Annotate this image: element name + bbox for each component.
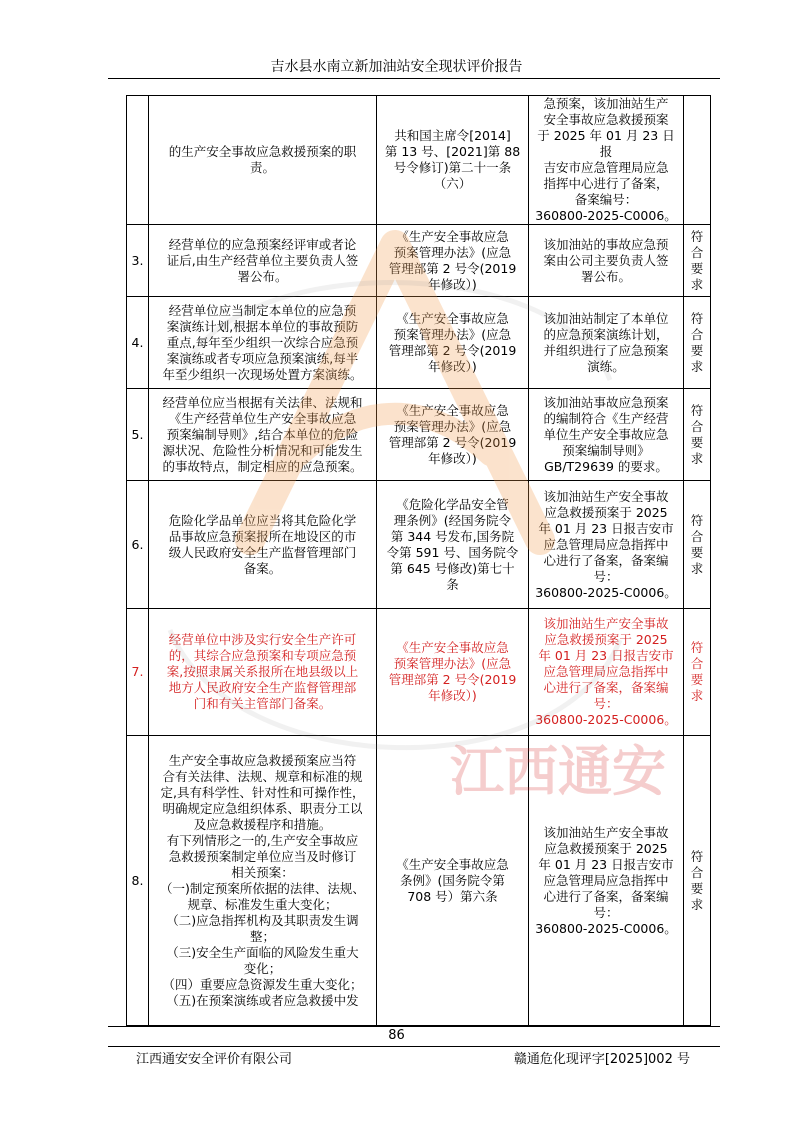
result-cell: 该加油站生产安全事故 应急救援预案于 2025 年 01 月 23 日报吉安市 应急管理局应急指挥中 心进行了备案，备案编 号： 360800-2025-C0006。 [529, 609, 684, 736]
basis-cell: 《生产安全事故应急 条例》(国务院令第 708 号）第六条 [377, 736, 529, 1026]
result-cell: 该加油站的事故应急预 案由公司主要负责人签 署公布。 [529, 225, 684, 297]
basis-cell: 共和国主席令[2014] 第 13 号、[2021]第 88 号令修订)第二十一条 （六） [377, 96, 529, 225]
table-row [127, 481, 711, 609]
requirement-cell: 的生产安全事故应急救援预案的职 责。 [149, 96, 377, 225]
result-cell: 该加油站生产安全事故 应急救援预案于 2025 年 01 月 23 日报吉安市 应急管理局应急指挥中 心进行了备案，备案编 号： 360800-2025-C0006。 [529, 736, 684, 1026]
result-cell: 急预案，该加油站生产 安全事故应急救援预案 于 2025 年 01 月 23 日报 吉安市应急管理局应急 指挥中心进行了备案， 备案编号： 360800-2025-C0006。 [529, 96, 684, 225]
basis-cell: 《危险化学品安全管 理条例》(经国务院令 第 344 号发布,国务院 令第 591 号、国务院令 第 645 号修改)第七十 条 [377, 481, 529, 609]
footer-document-code: 赣通危化现评字[2025]002 号 [513, 1052, 690, 1067]
watermark-text: 江西通安 [450, 740, 666, 803]
requirement-cell: 经营单位应当制定本单位的应急预 案演练计划,根据本单位的事故预防 重点,每年至少组织一次综合应急预 案演练或者专项应急预案演练,每半 年至少组织一次现场处置方案演练。 [149, 297, 377, 389]
requirement-cell: 经营单位应当根据有关法律、法规和 《生产经营单位生产安全事故应急 预案编制导则》,结合本单位的危险 源状况、危险性分析情况和可能发生 的事故特点，制定相应的应急预案。 [149, 389, 377, 481]
conclusion-cell: 符合 要求 [684, 297, 711, 389]
page-header-title: 吉水县水南立新加油站安全现状评价报告 [270, 59, 523, 75]
result-cell: 该加油站事故应急预案 的编制符合《生产经营 单位生产安全事故应急 预案编制导则》 GB/T29639 的要求。 [529, 389, 684, 481]
header-rule [108, 78, 720, 79]
requirement-cell: 生产安全事故应急救援预案应当符 合有关法律、法规、规章和标准的规 定,具有科学性、针对性和可操作性， 明确规定应急组织体系、职责分工以 及应急救援程序和措施。 有下列情形之一的,生产安全事故应 急救援预案制定单位应当及时修订 相关预案： （一)制定预案所依据的法律、法规、 规章、标准发生重大变化； （二)应急指挥机构及其职责发生调 整； （三)安全生产面临的风险发生重大 变化； （四）重要应急资源发生重大变化； （五)在预案演练或者应急救援中发 [149, 736, 377, 1026]
table-row [127, 736, 711, 1026]
page-number: 86 [388, 1028, 405, 1043]
row-number [127, 96, 149, 225]
requirement-cell: 危险化学品单位应当将其危险化学 品事故应急预案报所在地设区的市 级人民政府安全生产监督管理部门 备案。 [149, 481, 377, 609]
row-number: 8. [127, 736, 149, 1026]
conclusion-cell [684, 96, 711, 225]
table-row [127, 96, 711, 225]
footer-company: 江西通安安全评价有限公司 [136, 1052, 293, 1067]
result-cell: 该加油站生产安全事故 应急救援预案于 2025 年 01 月 23 日报吉安市 应急管理局应急指挥中 心进行了备案，备案编 号： 360800-2025-C0006。 [529, 481, 684, 609]
basis-cell: 《生产安全事故应急 预案管理办法》(应急 管理部第 2 号令(2019 年修改）) [377, 225, 529, 297]
conclusion-cell: 符合 要求 [684, 736, 711, 1026]
conclusion-cell: 符合 要求 [684, 609, 711, 736]
row-number: 5. [127, 389, 149, 481]
conclusion-cell: 符合 要求 [684, 389, 711, 481]
table-row-highlighted [127, 609, 711, 736]
row-number: 7. [127, 609, 149, 736]
row-number: 4. [127, 297, 149, 389]
basis-cell: 《生产安全事故应急 预案管理办法》(应急 管理部第 2 号令(2019 年修改）) [377, 297, 529, 389]
table-row [127, 225, 711, 297]
requirement-cell: 经营单位中涉及实行安全生产许可 的，其综合应急预案和专项应急预 案,按照隶属关系报所在地县级以上 地方人民政府安全生产监督管理部 门和有关主管部门备案。 [149, 609, 377, 736]
requirement-cell: 经营单位的应急预案经评审或者论 证后,由生产经营单位主要负责人签 署公布。 [149, 225, 377, 297]
footer-rule-top [108, 1026, 720, 1027]
conclusion-cell: 符合 要求 [684, 481, 711, 609]
conclusion-cell: 符合 要求 [684, 225, 711, 297]
table-row [127, 297, 711, 389]
row-number: 6. [127, 481, 149, 609]
footer-rule-bottom [108, 1046, 720, 1047]
basis-cell: 《生产安全事故应急 预案管理办法》(应急 管理部第 2 号令(2019 年修改）) [377, 609, 529, 736]
evaluation-table [126, 95, 711, 1026]
result-cell: 该加油站制定了本单位 的应急预案演练计划， 并组织进行了应急预案 演练。 [529, 297, 684, 389]
row-number: 3. [127, 225, 149, 297]
basis-cell: 《生产安全事故应急 预案管理办法》(应急 管理部第 2 号令(2019 年修改）) [377, 389, 529, 481]
table-row [127, 389, 711, 481]
